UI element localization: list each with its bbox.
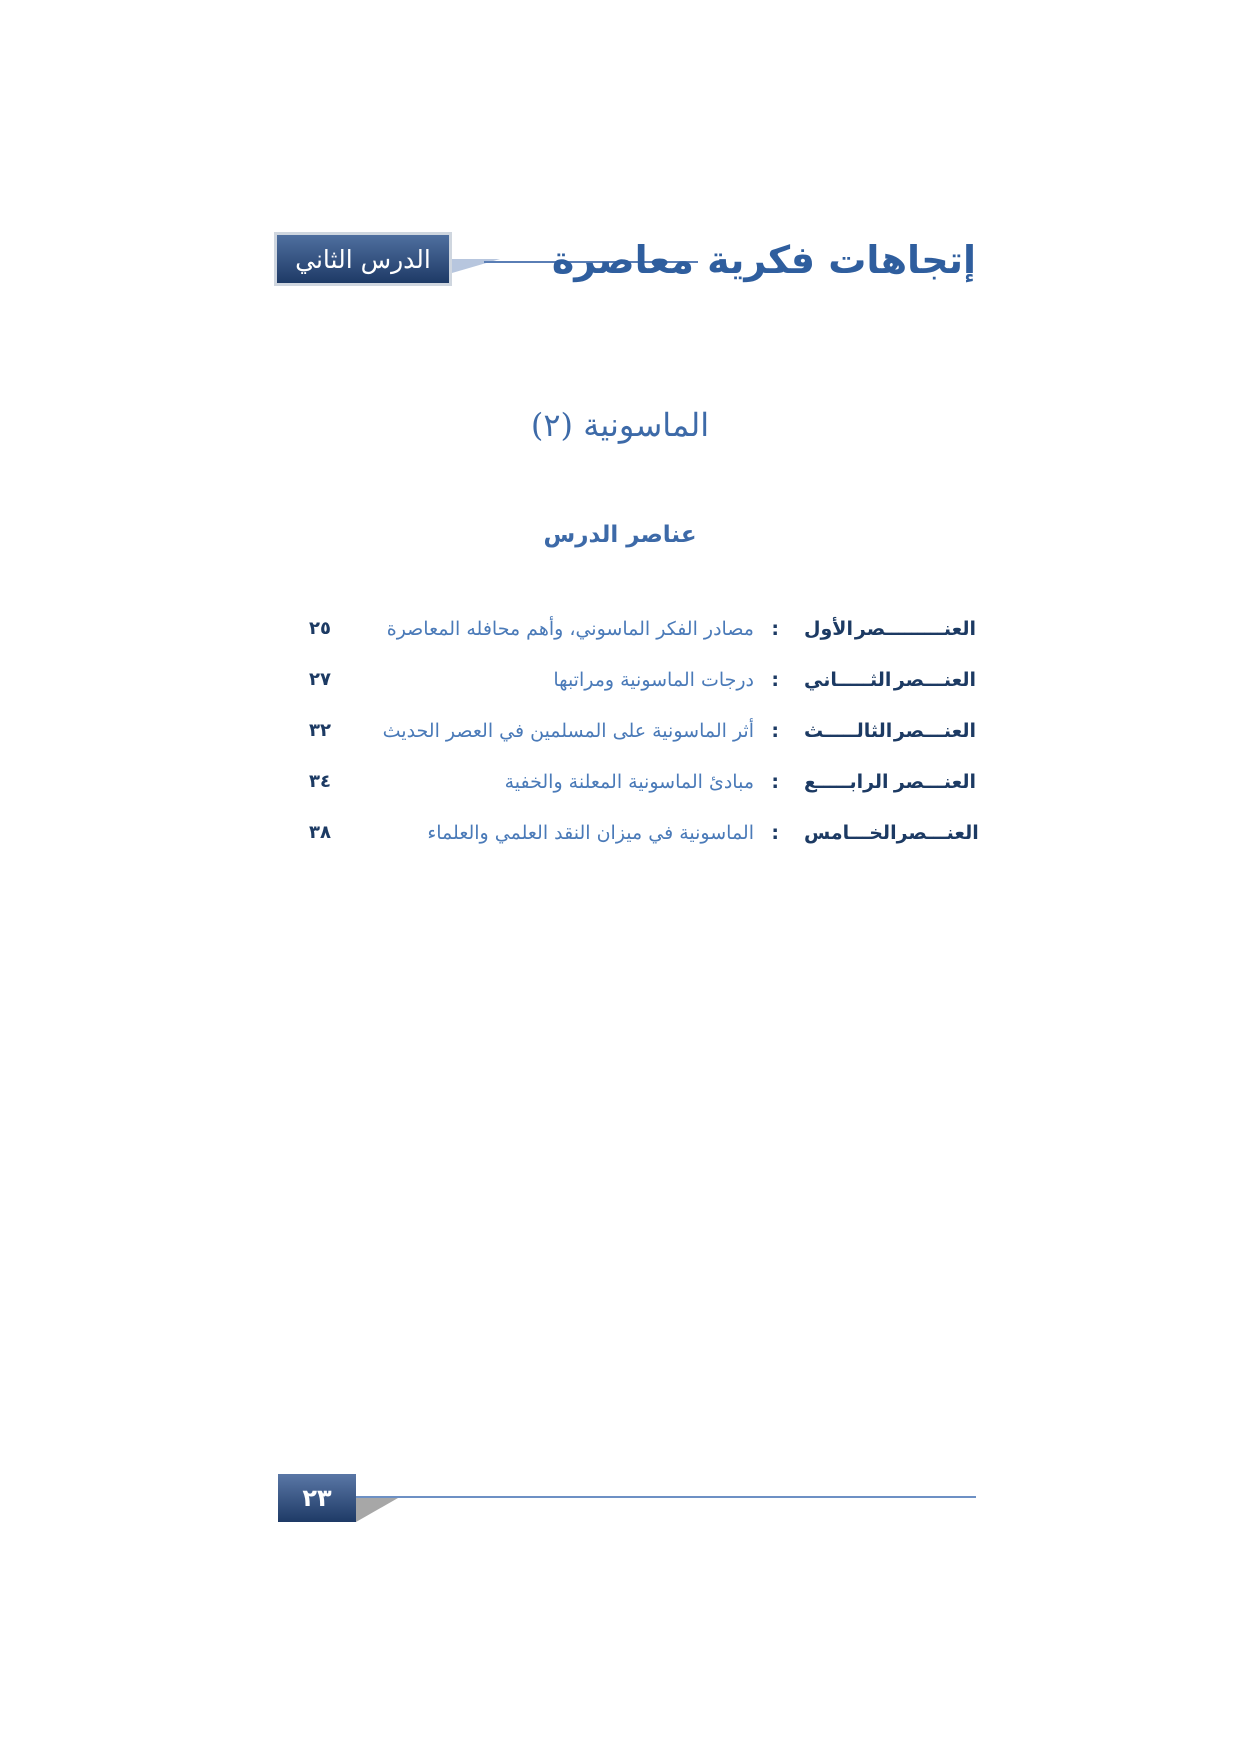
toc-label: [804, 669, 976, 691]
toc-colon: :: [771, 720, 779, 742]
toc-topic: مصادر الفكر الماسوني، وأهم محافله المعاصرة: [386, 618, 754, 640]
toc-label-ordinal: الثـــــاني: [804, 669, 892, 691]
toc-label-element: العنـــصر: [893, 720, 976, 742]
toc-topic: أثر الماسونية على المسلمين في العصر الحديث: [382, 720, 754, 742]
toc-label-ordinal: الثالـــــث: [804, 720, 893, 742]
toc-label: [804, 771, 976, 793]
toc-label: [804, 720, 976, 742]
toc-topic: مبادئ الماسونية المعلنة والخفية: [504, 771, 754, 793]
toc-colon: :: [771, 618, 779, 640]
page-header: [274, 232, 976, 288]
toc-label: [804, 822, 979, 844]
toc-label-element: العنـــصر: [896, 822, 979, 844]
book-title: إتجاهات فكرية معاصرة: [551, 238, 976, 282]
toc-page-number: ٢٧: [309, 669, 331, 690]
toc-page-number: ٣٤: [309, 771, 331, 792]
table-of-contents: [300, 618, 979, 873]
footer-wedge-decoration: [356, 1498, 398, 1522]
toc-page-number: ٣٨: [309, 822, 331, 843]
lesson-title: الماسونية (٢): [530, 406, 710, 444]
toc-topic: الماسونية في ميزان النقد العلمي والعلماء: [427, 822, 754, 844]
lesson-badge: الدرس الثاني: [274, 232, 452, 286]
toc-row: [300, 669, 976, 720]
toc-colon: :: [771, 822, 779, 844]
toc-label: [804, 618, 976, 640]
toc-row: [300, 720, 976, 771]
toc-row: [300, 771, 976, 822]
toc-label-ordinal: الرابـــــع: [804, 771, 889, 793]
page-footer: [278, 1474, 976, 1524]
toc-topic: درجات الماسونية ومراتبها: [553, 669, 754, 691]
toc-label-element: العنـــصر: [893, 669, 976, 691]
toc-page-number: ٢٥: [309, 618, 331, 639]
toc-row: [300, 822, 979, 873]
toc-label-ordinal: الخـــامس: [804, 822, 897, 844]
toc-row: [300, 618, 976, 669]
elements-heading: عناصر الدرس: [543, 522, 697, 548]
toc-colon: :: [771, 771, 779, 793]
toc-page-number: ٣٢: [309, 720, 331, 741]
footer-rule: [356, 1496, 976, 1498]
toc-label-element: العنـــــــــصر: [854, 618, 976, 640]
toc-label-ordinal: الأول: [804, 618, 853, 640]
toc-label-element: العنـــصر: [893, 771, 976, 793]
toc-colon: :: [771, 669, 779, 691]
page-number: ٢٣: [278, 1474, 356, 1522]
